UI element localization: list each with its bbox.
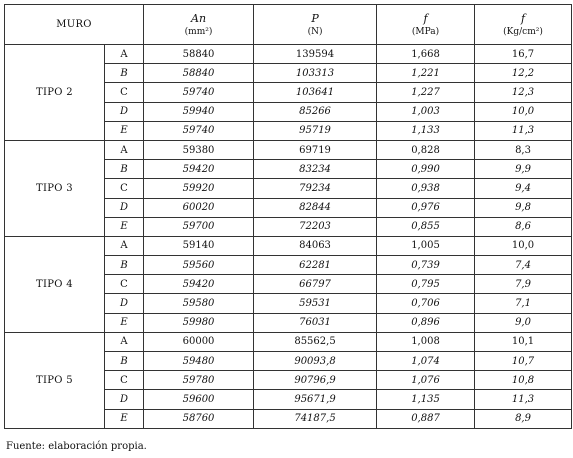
fm-mpa-cell: 0,855 [377, 217, 475, 236]
fm-kg-cell: 10,0 [475, 102, 572, 121]
an-cell: 59420 [144, 160, 254, 179]
fm-mpa-cell: 0,990 [377, 160, 475, 179]
fm-kg-cell: 8,6 [475, 217, 572, 236]
results-table-container [4, 4, 572, 429]
fm-kg-cell: 10,0 [475, 236, 572, 255]
sub-cell: A [105, 236, 144, 255]
fm-kg-cell: 7,4 [475, 256, 572, 275]
table-row [5, 140, 572, 159]
an-cell: 59380 [144, 140, 254, 159]
table-row [5, 45, 572, 64]
table-row [5, 236, 572, 255]
fm-kg-cell: 10,8 [475, 371, 572, 390]
an-cell: 59740 [144, 83, 254, 102]
table-body [5, 45, 572, 429]
fm-mpa-cell: 1,074 [377, 352, 475, 371]
sub-cell: B [105, 64, 144, 83]
an-cell: 60000 [144, 332, 254, 351]
p-cell: 95719 [254, 121, 377, 140]
header-fm-mpa [377, 5, 475, 45]
p-cell: 85266 [254, 102, 377, 121]
fm-mpa-cell: 1,227 [377, 83, 475, 102]
fm-mpa-cell: 0,887 [377, 409, 475, 428]
an-cell: 59700 [144, 217, 254, 236]
fm-mpa-cell: 0,828 [377, 140, 475, 159]
fm-mpa-cell: 0,938 [377, 179, 475, 198]
sub-cell: D [105, 198, 144, 217]
an-cell: 59980 [144, 313, 254, 332]
fm-mpa-cell: 1,133 [377, 121, 475, 140]
fm-mpa-cell: 0,795 [377, 275, 475, 294]
p-cell: 103313 [254, 64, 377, 83]
an-cell: 59560 [144, 256, 254, 275]
an-cell: 60020 [144, 198, 254, 217]
fm-mpa-cell: 1,221 [377, 64, 475, 83]
p-cell: 62281 [254, 256, 377, 275]
header-p [254, 5, 377, 45]
p-cell: 84063 [254, 236, 377, 255]
sub-cell: E [105, 217, 144, 236]
fm-mpa-cell: 1,003 [377, 102, 475, 121]
sub-cell: A [105, 45, 144, 64]
an-cell: 59140 [144, 236, 254, 255]
header-p-unit: (N) [307, 26, 323, 37]
header-row [5, 5, 572, 45]
header-fm-kg-unit: (Kg/cm²) [503, 26, 543, 37]
fm-kg-cell: 12,2 [475, 64, 572, 83]
p-cell: 103641 [254, 83, 377, 102]
header-fm-mpa-label: f [423, 11, 428, 25]
fm-kg-cell: 8,9 [475, 409, 572, 428]
fm-mpa-cell: 1,008 [377, 332, 475, 351]
fm-mpa-cell: 1,668 [377, 45, 475, 64]
an-cell: 58840 [144, 64, 254, 83]
sub-cell: D [105, 390, 144, 409]
sub-cell: B [105, 352, 144, 371]
header-an-label: An [191, 11, 207, 25]
sub-cell: A [105, 140, 144, 159]
fm-kg-cell: 7,1 [475, 294, 572, 313]
fm-mpa-cell: 1,005 [377, 236, 475, 255]
an-cell: 58760 [144, 409, 254, 428]
header-fm-mpa-unit: (MPa) [411, 26, 440, 37]
fm-kg-cell: 9,8 [475, 198, 572, 217]
an-cell: 59480 [144, 352, 254, 371]
an-cell: 58840 [144, 45, 254, 64]
source-note: Fuente: elaboración propia. [6, 441, 147, 452]
p-cell: 66797 [254, 275, 377, 294]
fm-mpa-cell: 0,976 [377, 198, 475, 217]
fm-kg-cell: 9,9 [475, 160, 572, 179]
fm-kg-cell: 9,4 [475, 179, 572, 198]
p-cell: 82844 [254, 198, 377, 217]
p-cell: 69719 [254, 140, 377, 159]
header-muro: MURO [5, 5, 144, 45]
sub-cell: B [105, 256, 144, 275]
p-cell: 85562,5 [254, 332, 377, 351]
an-cell: 59920 [144, 179, 254, 198]
sub-cell: C [105, 179, 144, 198]
results-table [4, 4, 572, 429]
table-row [5, 332, 572, 351]
group-label: TIPO 4 [5, 236, 105, 332]
fm-kg-cell: 10,7 [475, 352, 572, 371]
sub-cell: D [105, 102, 144, 121]
p-cell: 72203 [254, 217, 377, 236]
fm-mpa-cell: 0,739 [377, 256, 475, 275]
p-cell: 139594 [254, 45, 377, 64]
fm-kg-cell: 11,3 [475, 121, 572, 140]
p-cell: 90796,9 [254, 371, 377, 390]
header-an [144, 5, 254, 45]
header-p-label: P [311, 11, 319, 25]
fm-kg-cell: 8,3 [475, 140, 572, 159]
sub-cell: C [105, 275, 144, 294]
an-cell: 59740 [144, 121, 254, 140]
p-cell: 90093,8 [254, 352, 377, 371]
fm-mpa-cell: 1,076 [377, 371, 475, 390]
an-cell: 59940 [144, 102, 254, 121]
header-fm-kg [475, 5, 572, 45]
fm-kg-cell: 9,0 [475, 313, 572, 332]
p-cell: 76031 [254, 313, 377, 332]
group-label: TIPO 2 [5, 45, 105, 141]
sub-cell: D [105, 294, 144, 313]
sub-cell: B [105, 160, 144, 179]
fm-kg-cell: 10,1 [475, 332, 572, 351]
header-an-unit: (mm²) [184, 26, 213, 37]
p-cell: 74187,5 [254, 409, 377, 428]
sub-cell: E [105, 121, 144, 140]
fm-kg-cell: 7,9 [475, 275, 572, 294]
header-fm-kg-label: f [520, 11, 526, 25]
sub-cell: C [105, 371, 144, 390]
fm-mpa-cell: 0,706 [377, 294, 475, 313]
group-label: TIPO 3 [5, 140, 105, 236]
an-cell: 59600 [144, 390, 254, 409]
p-cell: 83234 [254, 160, 377, 179]
p-cell: 95671,9 [254, 390, 377, 409]
fm-mpa-cell: 0,896 [377, 313, 475, 332]
sub-cell: E [105, 409, 144, 428]
fm-kg-cell: 12,3 [475, 83, 572, 102]
p-cell: 79234 [254, 179, 377, 198]
an-cell: 59780 [144, 371, 254, 390]
an-cell: 59580 [144, 294, 254, 313]
sub-cell: C [105, 83, 144, 102]
fm-mpa-cell: 1,135 [377, 390, 475, 409]
fm-kg-cell: 11,3 [475, 390, 572, 409]
group-label: TIPO 5 [5, 332, 105, 428]
fm-kg-cell: 16,7 [475, 45, 572, 64]
an-cell: 59420 [144, 275, 254, 294]
sub-cell: A [105, 332, 144, 351]
sub-cell: E [105, 313, 144, 332]
p-cell: 59531 [254, 294, 377, 313]
